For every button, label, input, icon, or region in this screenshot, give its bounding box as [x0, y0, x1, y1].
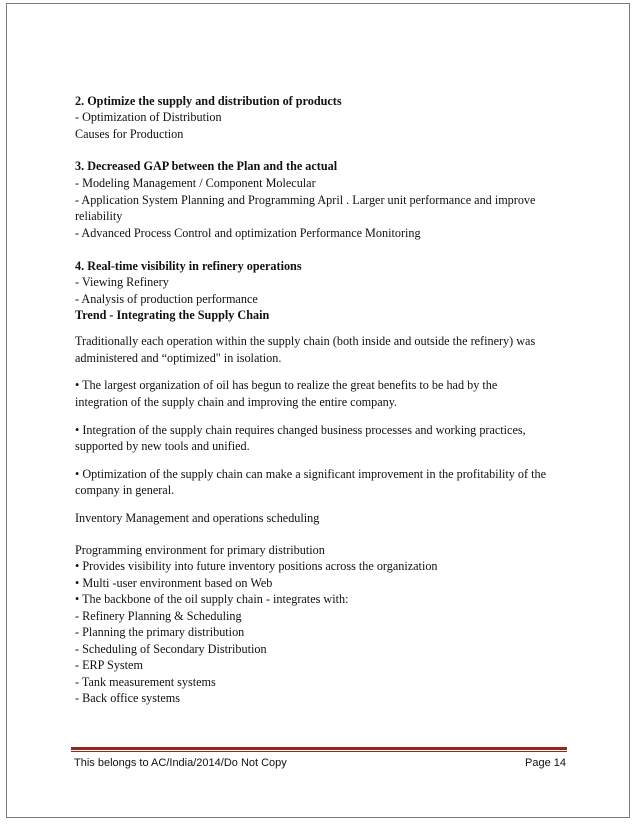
paragraph-5: Inventory Management and operations scheduling — [75, 511, 320, 525]
section-4-item: - Viewing Refinery — [75, 275, 169, 289]
list-item: • The backbone of the oil supply chain - integrates with: — [75, 592, 349, 606]
section-2-heading: 2. Optimize the supply and distribution of products — [75, 94, 342, 108]
list-item: - Scheduling of Secondary Distribution — [75, 642, 267, 656]
section-3-item: - Advanced Process Control and optimization Performance Monitoring — [75, 226, 421, 240]
footer-copyright: This belongs to AC/India/2014/Do Not Copy — [74, 757, 287, 769]
list-item: • Provides visibility into future inventory positions across the organization — [75, 559, 438, 573]
section-3-item: - Modeling Management / Component Molecular — [75, 176, 316, 190]
paragraph-3-line: supported by new tools and unified. — [75, 439, 250, 453]
footer-page-number: Page 14 — [525, 757, 566, 769]
section-4-heading: 4. Real-time visibility in refinery operations — [75, 259, 302, 273]
paragraph-2-line: integration of the supply chain and improving the entire company. — [75, 395, 398, 409]
section-3-item: - Application System Planning and Programming April . Larger unit performance and improve — [75, 193, 536, 207]
paragraph-4-line: company in general. — [75, 483, 175, 497]
section-2-item: - Optimization of Distribution — [75, 110, 222, 124]
section-4-item: - Analysis of production performance — [75, 292, 258, 306]
paragraph-1-line: administered and “optimized" in isolation. — [75, 351, 282, 365]
section-3-heading: 3. Decreased GAP between the Plan and the actual — [75, 159, 338, 173]
paragraph-3-line: • Integration of the supply chain requires changed business processes and working practices, — [75, 423, 526, 437]
list-item: - Planning the primary distribution — [75, 625, 245, 639]
footer-rule — [71, 747, 567, 750]
section-3-item: reliability — [75, 209, 123, 223]
list-item: - Refinery Planning & Scheduling — [75, 609, 242, 623]
list-item: - Tank measurement systems — [75, 675, 216, 689]
list-item: • Multi -user environment based on Web — [75, 576, 273, 590]
paragraph-1-line: Traditionally each operation within the supply chain (both inside and outside the refinery) was — [75, 334, 536, 348]
trend-heading: Trend - Integrating the Supply Chain — [75, 308, 270, 322]
list-item: - ERP System — [75, 658, 143, 672]
paragraph-4-line: • Optimization of the supply chain can make a significant improvement in the profitability of the — [75, 467, 546, 481]
list-item: Programming environment for primary distribution — [75, 543, 325, 557]
list-item: - Back office systems — [75, 691, 181, 705]
footer-rule-thin — [71, 751, 567, 752]
paragraph-2-line: • The largest organization of oil has begun to realize the great benefits to be had by the — [75, 378, 498, 392]
section-2-item: Causes for Production — [75, 127, 184, 141]
